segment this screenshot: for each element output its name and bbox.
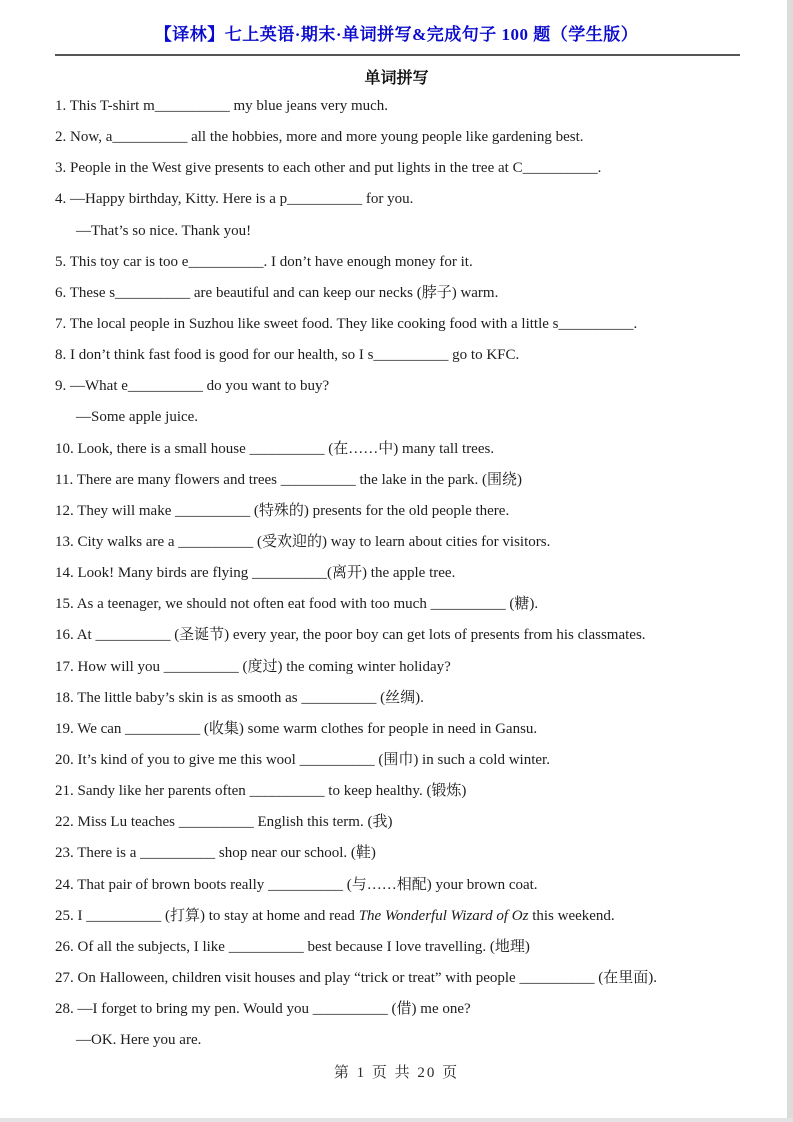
question-number: 12. [55, 502, 74, 519]
question-text: That pair of brown boots really __________ (与……相配) your brown coat. [77, 876, 538, 893]
question-text: Look! Many birds are flying __________(离开) the apple tree. [77, 565, 456, 582]
question-line [55, 558, 765, 589]
question-line [55, 745, 765, 776]
question-line [55, 714, 765, 745]
questions-list [55, 91, 765, 1056]
question-number: 7. [55, 315, 67, 332]
question-number: 3. [55, 160, 67, 177]
question-line [55, 184, 765, 215]
question-number: 26. [55, 938, 74, 955]
question-number: 9. [55, 378, 67, 395]
page-footer: 第 1 页 共 20 页 [333, 1065, 460, 1081]
question-line [55, 994, 765, 1025]
question-line [55, 963, 765, 994]
question-text-after: this weekend. [528, 907, 615, 924]
question-line [55, 870, 765, 901]
question-text: They will make __________ (特殊的) presents for the old people there. [77, 502, 510, 519]
question-line [55, 434, 765, 465]
question-line [55, 683, 765, 714]
question-text: —OK. Here you are. [76, 1032, 202, 1049]
answer-continuation-line [55, 402, 765, 433]
scan-edge-bottom [0, 1118, 793, 1122]
scan-edge-right [787, 0, 793, 1122]
question-number: 22. [55, 814, 74, 831]
question-line [55, 309, 765, 340]
question-text: These s__________ are beautiful and can keep our necks (脖子) warm. [69, 284, 499, 301]
question-text: There is a __________ shop near our school. (鞋) [77, 845, 376, 862]
header-divider [55, 54, 740, 56]
question-text: Now, a__________ all the hobbies, more and more young people like gardening best. [70, 129, 584, 146]
question-number: 8. [55, 347, 67, 364]
document-header-title: 【译林】七上英语·期末·单词拼写&完成句子 100 题（学生版） [154, 25, 639, 44]
question-number: 25. [55, 907, 74, 924]
question-text: We can __________ (收集) some warm clothes for people in need in Gansu. [77, 720, 538, 737]
question-number: 15. [55, 596, 74, 613]
question-text: Of all the subjects, I like __________ best because I love travelling. (地理) [77, 938, 530, 955]
question-text: At __________ (圣诞节) every year, the poor boy can get lots of presents from his classmates. [76, 627, 646, 644]
question-number: 1. [55, 98, 67, 114]
question-number: 23. [55, 845, 74, 862]
question-line [55, 527, 765, 558]
question-text: How will you __________ (度过) the coming winter holiday? [77, 658, 451, 675]
question-line [55, 901, 765, 932]
question-number: 19. [55, 720, 74, 737]
question-line [55, 340, 765, 371]
answer-continuation-line [55, 216, 765, 247]
question-number: 10. [55, 440, 74, 457]
question-line [55, 932, 765, 963]
question-number: 27. [55, 969, 74, 986]
question-number: 13. [55, 533, 74, 550]
question-text: I __________ (打算) to stay at home and read [77, 907, 359, 924]
question-text: This toy car is too e__________. I don’t have enough money for it. [69, 253, 473, 270]
question-text: On Halloween, children visit houses and play “trick or treat” with people __________ (在里面). [77, 969, 657, 986]
question-number: 2. [55, 129, 67, 146]
question-text: Sandy like her parents often __________ to keep healthy. (锻炼) [77, 783, 467, 800]
question-text: People in the West give presents to each other and put lights in the tree at C__________. [70, 160, 602, 177]
question-text: There are many flowers and trees __________ the lake in the park. (围绕) [76, 471, 522, 488]
question-line [55, 838, 765, 869]
question-number: 21. [55, 783, 74, 800]
question-number: 6. [55, 284, 67, 301]
question-text: The little baby’s skin is as smooth as __________ (丝绸). [77, 689, 424, 706]
question-line [55, 465, 765, 496]
question-text: City walks are a __________ (受欢迎的) way to learn about cities for visitors. [77, 533, 551, 550]
question-text: As a teenager, we should not often eat food with too much __________ (糖). [76, 596, 539, 613]
question-number: 18. [55, 689, 74, 706]
question-number: 28. [55, 1001, 74, 1018]
question-line [55, 91, 765, 122]
question-line [55, 371, 765, 402]
question-text: Miss Lu teaches __________ English this term. (我) [77, 814, 393, 831]
question-text: Look, there is a small house __________ (在……中) many tall trees. [77, 440, 495, 457]
question-number: 17. [55, 658, 74, 675]
question-line [55, 589, 765, 620]
question-number: 16. [55, 627, 74, 644]
question-number: 4. [55, 191, 67, 208]
question-text: The local people in Suzhou like sweet food. They like cooking food with a little s__________. [69, 315, 638, 332]
question-number: 5. [55, 253, 67, 270]
section-title: 单词拼写 [364, 70, 429, 87]
question-line [55, 278, 765, 309]
book-title-italic: The Wonderful Wizard of Oz [358, 907, 529, 924]
question-text: —Some apple juice. [76, 409, 199, 426]
question-text: This T-shirt m__________ my blue jeans very much. [69, 98, 389, 114]
question-line [55, 122, 765, 153]
question-line [55, 247, 765, 278]
question-text: —I forget to bring my pen. Would you __________ (借) me one? [77, 1001, 471, 1018]
question-text: I don’t think fast food is good for our health, so I s__________ go to KFC. [70, 347, 520, 364]
question-line [55, 807, 765, 838]
question-line [55, 776, 765, 807]
question-line [55, 496, 765, 527]
question-text: —What e__________ do you want to buy? [70, 378, 330, 395]
question-number: 14. [55, 565, 74, 582]
question-line [55, 153, 765, 184]
question-line [55, 620, 765, 651]
question-text: —That’s so nice. Thank you! [76, 222, 252, 239]
question-line [55, 652, 765, 683]
question-number: 11. [55, 471, 74, 488]
question-text: —Happy birthday, Kitty. Here is a p__________ for you. [70, 191, 414, 208]
question-number: 20. [55, 751, 74, 768]
question-number: 24. [55, 876, 74, 893]
answer-continuation-line [55, 1025, 765, 1056]
question-text: It’s kind of you to give me this wool __________ (围巾) in such a cold winter. [77, 751, 550, 768]
